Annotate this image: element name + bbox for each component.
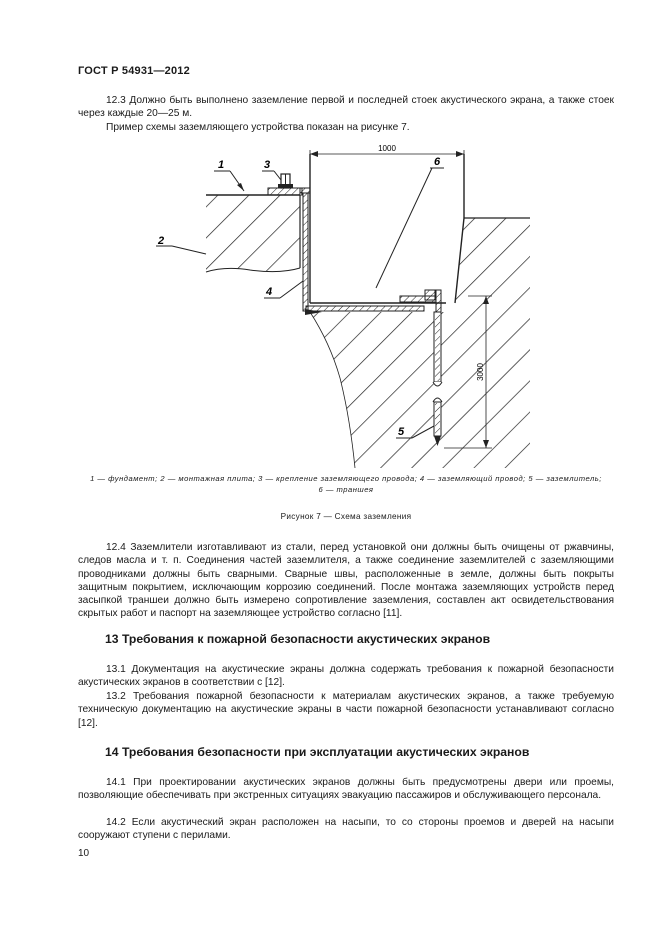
callout-3 <box>262 159 281 180</box>
section-14-title: 14 Требования безопасности при эксплуатации акустических экранов <box>105 745 530 759</box>
wire-clamp <box>278 174 293 188</box>
trench-outline <box>310 154 464 303</box>
dimension-width-label: 1000 <box>378 144 396 153</box>
figure-caption: Рисунок 7 — Схема заземления <box>280 512 412 521</box>
dimension-depth-label: 3000 <box>476 363 485 381</box>
dimension-width <box>310 144 464 158</box>
grounding-scheme-svg <box>150 138 530 468</box>
label-4: 4 <box>266 286 273 298</box>
label-1: 1 <box>218 159 225 171</box>
paragraph-13-1: 13.1 Документация на акустические экраны должна содержать требования к пожарной безопасности акустических экранов в соответствии с [12]. <box>78 664 614 689</box>
figure-legend <box>78 473 614 495</box>
paragraph-12-3: 12.3 Должно быть выполнено заземление первой и последней стоек акустического экрана, а также стоек через каждые 20—25 м. <box>78 95 614 120</box>
paragraph-13-2: 13.2 Требования пожарной безопасности к материалам акустических экранов, а также требуемую техническую документацию на акустические экраны в части пожарной безопасности устанавливают согласно [12]. <box>78 691 614 729</box>
label-5: 5 <box>398 426 405 438</box>
paragraph-14-2: 14.2 Если акустический экран расположен на насыпи, то со стороны проемов и дверей на насыпи сооружают ступени с перилами. <box>78 817 614 842</box>
callout-4 <box>264 281 303 298</box>
section-13-title: 13 Требования к пожарной безопасности акустических экранов <box>105 632 491 646</box>
grounding-electrode <box>433 312 442 446</box>
grounding-diagram <box>150 138 530 468</box>
legend-line-1: 1 — фундамент; 2 — монтажная плита; 3 — крепление заземляющего провода; 4 — заземляющий провод; 5 — заземлитель; <box>90 474 602 483</box>
paragraph-14-1: 14.1 При проектировании акустических экранов должны быть предусмотрены двери или проемы, позволяющие обеспечивать при экстренных ситуациях эвакуацию пассажиров и обслуживающего персонала. <box>78 777 614 802</box>
legend-line-2: 6 — траншея <box>318 485 374 494</box>
label-3: 3 <box>264 159 271 171</box>
document-id: ГОСТ Р 54931—2012 <box>78 65 190 77</box>
callout-2 <box>156 235 206 254</box>
foundation-block <box>206 195 300 272</box>
label-2: 2 <box>158 235 165 247</box>
ground-right <box>310 218 530 468</box>
page-number: 10 <box>78 848 90 859</box>
callout-6 <box>376 156 444 288</box>
paragraph-12-4: 12.4 Заземлители изготавливают из стали, перед установкой они должны быть очищены от ржавчины, следов масла и т. п. Соединения частей заземлителя, а также соединение заземлителей с заземляющими проводниками должны быть сварными. Сварные швы, расположенные в земле, должны быть покрыты защитным покрытием, исключающим коррозию соединений. После монтажа заземляющих устройств перед засыпкой траншеи должно быть измерено сопротивление заземления, составлен акт освидетельствования скрытых работ и паспорт на заземляющее устройство согласно [11]. <box>78 542 614 620</box>
callout-1 <box>214 159 244 191</box>
paragraph-12-3-example: Пример схемы заземляющего устройства показан на рисунке 7. <box>106 122 410 133</box>
label-6: 6 <box>434 156 441 168</box>
mounting-plate <box>268 188 302 195</box>
